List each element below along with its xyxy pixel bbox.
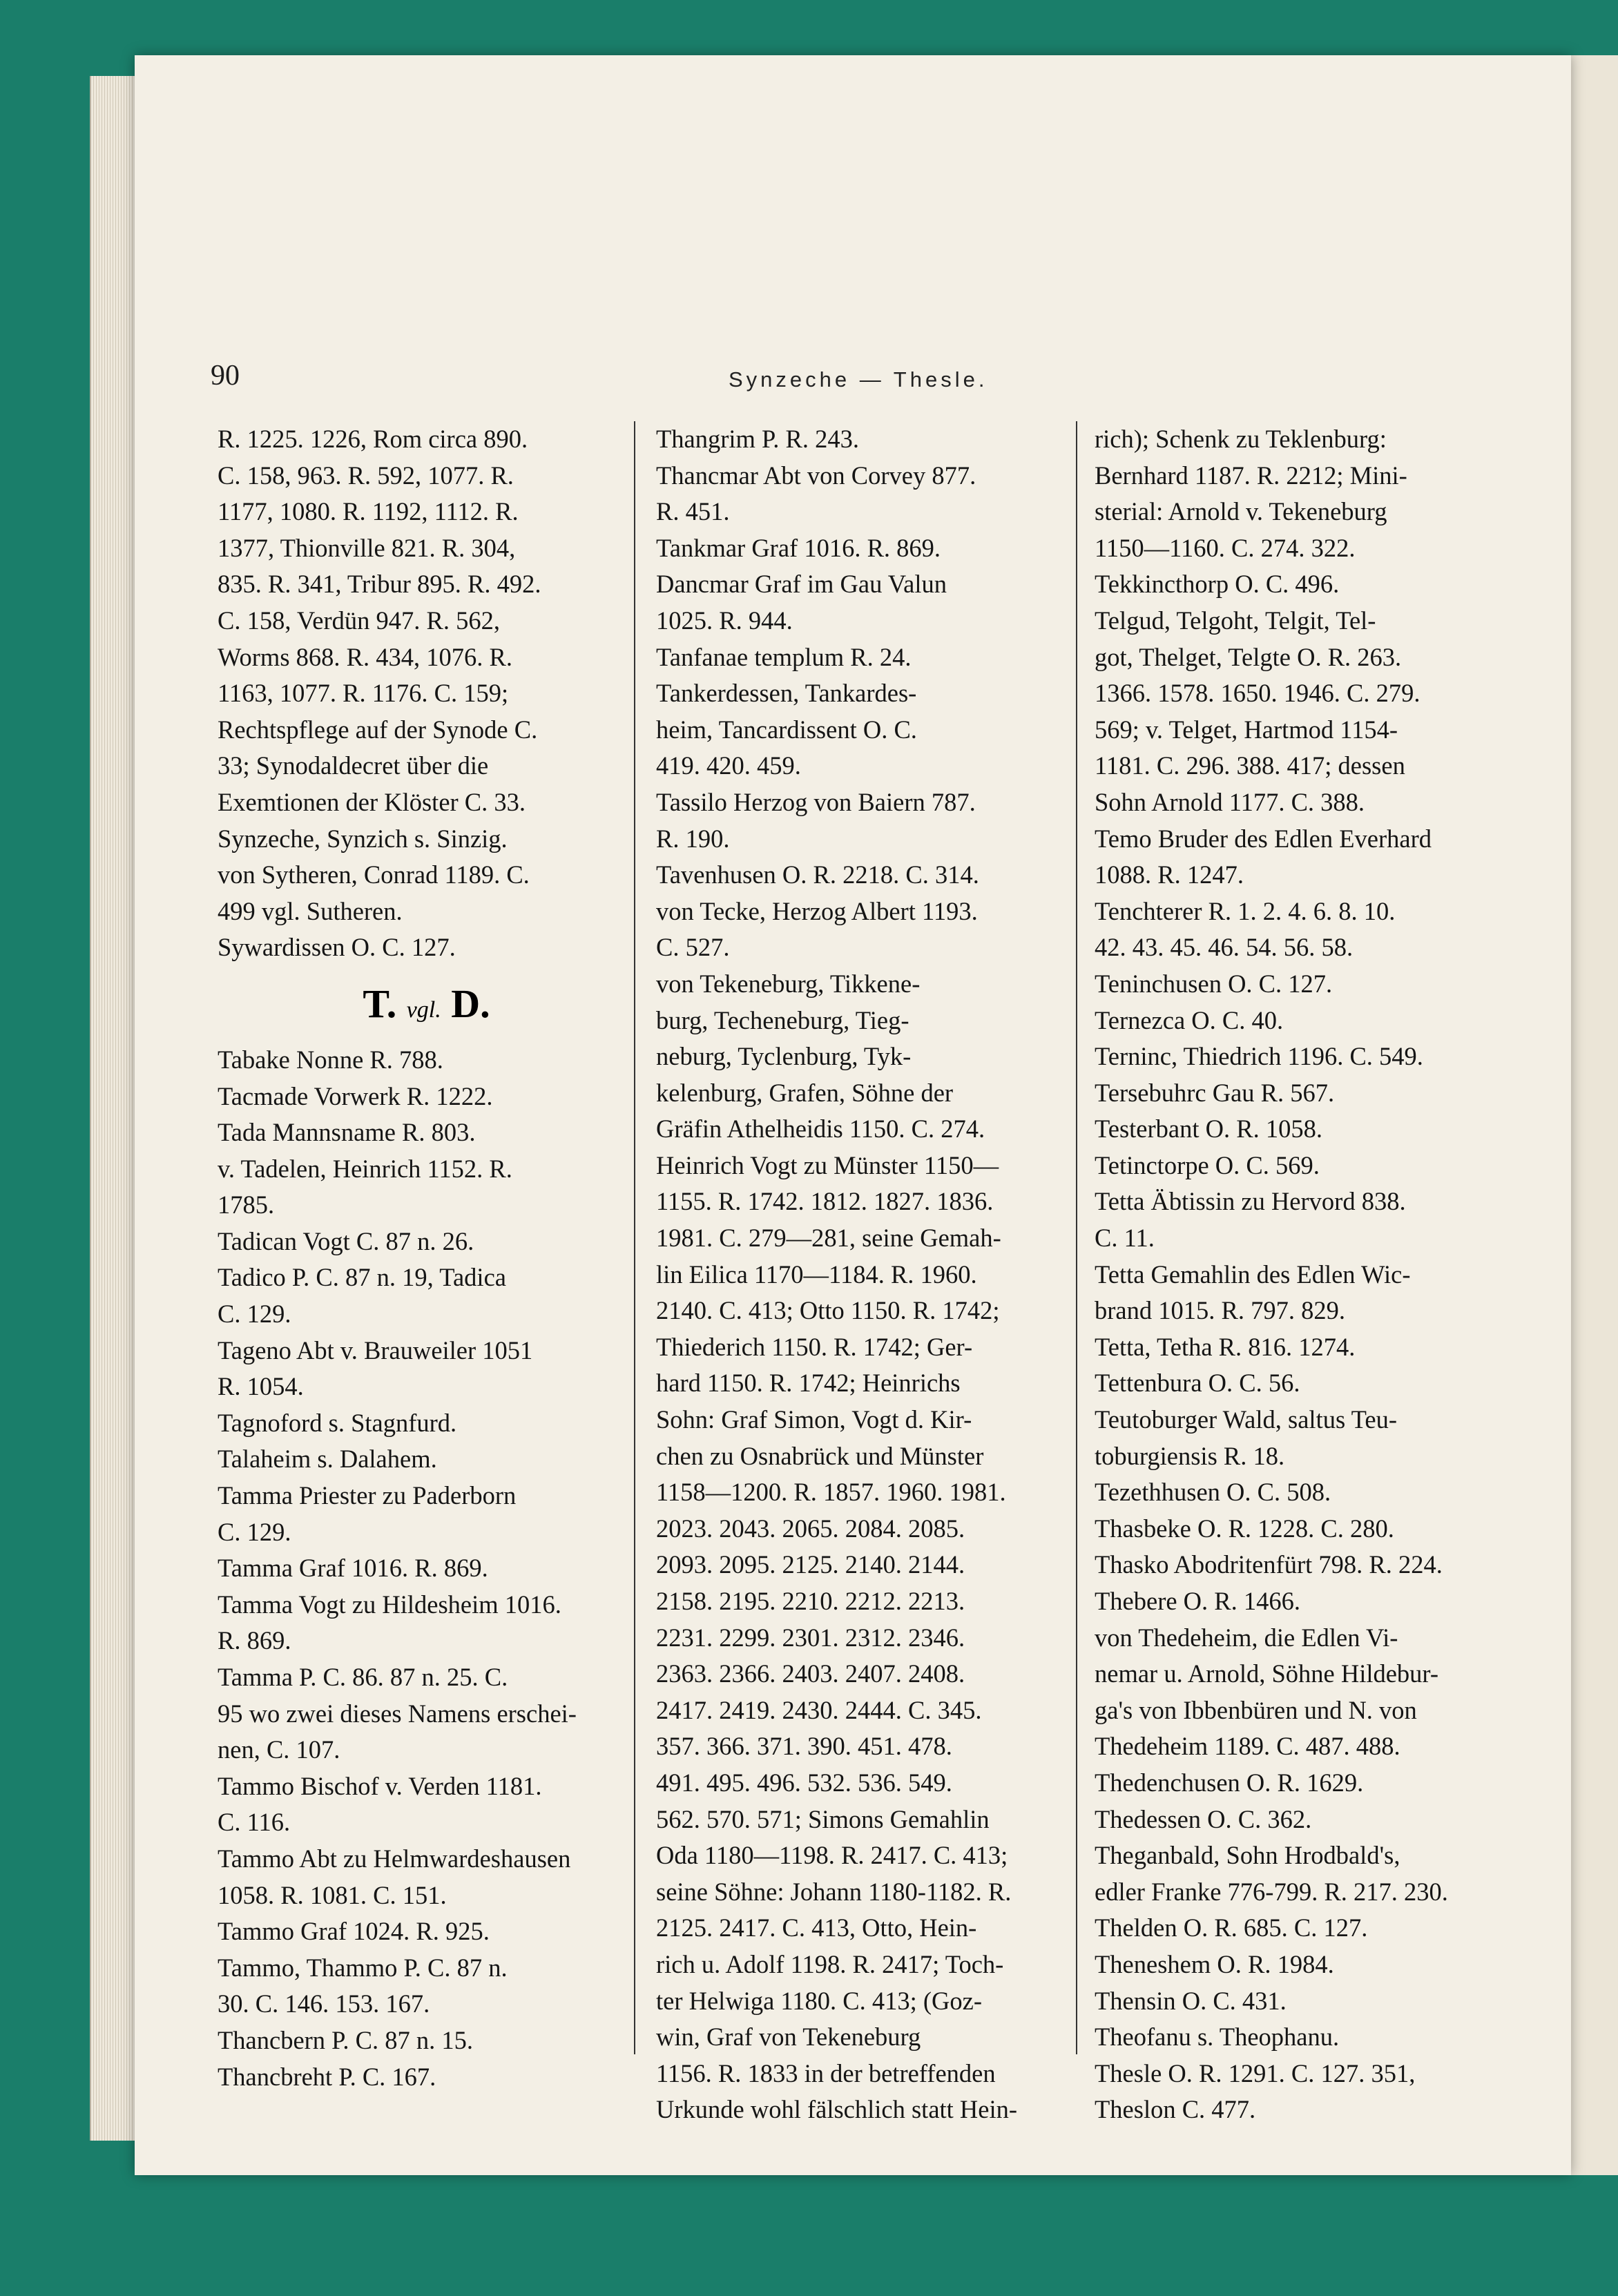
index-line: Dancmar Graf im Gau Valun (656, 570, 947, 599)
index-line: 2363. 2366. 2403. 2407. 2408. (656, 1659, 965, 1688)
index-line: Thedeheim 1189. C. 487. 488. (1095, 1732, 1400, 1761)
index-line: 419. 420. 459. (656, 751, 801, 780)
page-edges (90, 76, 139, 2141)
index-line: 42. 43. 45. 46. 54. 56. 58. (1095, 933, 1354, 962)
page-header (135, 359, 1571, 401)
index-line: neburg, Tyclenburg, Tyk- (656, 1042, 912, 1071)
running-title: Synzeche — Thesle. (729, 367, 988, 392)
index-line: Theofanu s. Theophanu. (1095, 2023, 1340, 2052)
index-line: Worms 868. R. 434, 1076. R. (218, 642, 512, 671)
index-line: 1177, 1080. R. 1192, 1112. R. (218, 497, 519, 526)
index-line: 1785. (218, 1190, 275, 1219)
index-line: 562. 570. 571; Simons Gemahlin (656, 1804, 990, 1833)
index-line: Tacmade Vorwerk R. 1222. (218, 1081, 493, 1110)
index-line: Sywardissen O. C. 127. (218, 933, 456, 962)
index-line: 2231. 2299. 2301. 2312. 2346. (656, 1623, 965, 1652)
index-line: Tammo Graf 1024. R. 925. (218, 1917, 490, 1946)
index-column-3 (1095, 421, 1523, 2128)
index-line: R. 869. (218, 1626, 291, 1655)
heading-letter-t: T. (363, 981, 397, 1026)
column-divider-1 (634, 421, 635, 2054)
index-line: Tammo Abt zu Helmwardeshausen (218, 1844, 571, 1873)
index-line: 2158. 2195. 2210. 2212. 2213. (656, 1587, 965, 1615)
index-line: 95 wo zwei dieses Namens erschei- (218, 1699, 577, 1728)
index-line: 1058. R. 1081. C. 151. (218, 1880, 447, 1909)
index-line: nemar u. Arnold, Söhne Hildebur- (1095, 1659, 1439, 1688)
index-line: C. 158, Verdün 947. R. 562, (218, 606, 500, 635)
index-line: Urkunde wohl fälschlich statt Hein- (656, 2095, 1018, 2124)
index-line: sterial: Arnold v. Tekeneburg (1095, 497, 1387, 526)
index-line: 1377, Thionville 821. R. 304, (218, 533, 516, 562)
index-line: Tagnoford s. Stagnfurd. (218, 1408, 457, 1437)
index-line: rich); Schenk zu Teklenburg: (1095, 425, 1387, 453)
index-line: rich u. Adolf 1198. R. 2417; Toch- (656, 1949, 1004, 1978)
heading-vgl: vgl. (406, 996, 441, 1023)
index-line: 1181. C. 296. 388. 417; dessen (1095, 751, 1405, 780)
index-line: Thasbeke O. R. 1228. C. 280. (1095, 1514, 1394, 1543)
index-line: ter Helwiga 1180. C. 413; (Goz- (656, 1986, 983, 2015)
index-line: heim, Tancardissent O. C. (656, 715, 917, 744)
index-line: Tanfanae templum R. 24. (656, 642, 912, 671)
index-line: Tadican Vogt C. 87 n. 26. (218, 1226, 474, 1255)
index-line: Teninchusen O. C. 127. (1095, 969, 1333, 998)
index-line: Tankerdessen, Tankardes- (656, 679, 917, 708)
index-line: 1150—1160. C. 274. 322. (1095, 533, 1356, 562)
index-line: 499 vgl. Sutheren. (218, 896, 403, 925)
index-line: C. 116. (218, 1808, 291, 1837)
index-line: 2093. 2095. 2125. 2140. 2144. (656, 1550, 965, 1579)
index-line: C. 11. (1095, 1224, 1155, 1253)
index-line: Gräfin Athelheidis 1150. C. 274. (656, 1115, 985, 1144)
index-line: C. 527. (656, 933, 730, 962)
index-line: Thancmar Abt von Corvey 877. (656, 461, 976, 490)
index-line: 2417. 2419. 2430. 2444. C. 345. (656, 1695, 982, 1724)
index-line: R. 190. (656, 824, 730, 853)
index-line: got, Thelget, Telgte O. R. 263. (1095, 642, 1402, 671)
index-line: Synzeche, Synzich s. Sinzig. (218, 824, 508, 853)
index-line: Thiederich 1150. R. 1742; Ger- (656, 1332, 973, 1361)
index-line: Thedenchusen O. R. 1629. (1095, 1768, 1364, 1797)
index-line: von Tekeneburg, Tikkene- (656, 969, 921, 998)
index-line: Tetinctorpe O. C. 569. (1095, 1150, 1320, 1179)
index-line: toburgiensis R. 18. (1095, 1441, 1285, 1470)
index-line: ga's von Ibbenbüren und N. von (1095, 1695, 1417, 1724)
index-line: 569; v. Telget, Hartmod 1154- (1095, 715, 1398, 744)
column-1-entries-after-heading (218, 1042, 635, 2095)
index-line: Tettenbura O. C. 56. (1095, 1369, 1300, 1398)
index-line: Thensin O. C. 431. (1095, 1986, 1287, 2015)
index-line: 30. C. 146. 153. 167. (218, 1989, 430, 2018)
index-line: kelenburg, Grafen, Söhne der (656, 1078, 954, 1107)
index-line: Tenchterer R. 1. 2. 4. 6. 8. 10. (1095, 896, 1396, 925)
index-line: Theganbald, Sohn Hrodbald's, (1095, 1841, 1400, 1870)
index-line: von Thedeheim, die Edlen Vi- (1095, 1623, 1398, 1652)
index-line: 2125. 2417. C. 413, Otto, Hein- (656, 1913, 977, 1942)
column-1-entries-before-heading (218, 421, 635, 966)
index-line: 1981. C. 279—281, seine Gemah- (656, 1224, 1001, 1253)
index-line: Tezethhusen O. C. 508. (1095, 1478, 1331, 1507)
index-line: nen, C. 107. (218, 1735, 340, 1764)
index-column-1 (218, 421, 635, 2095)
index-line: seine Söhne: Johann 1180-1182. R. (656, 1877, 1012, 1906)
index-line: Tammo Bischof v. Verden 1181. (218, 1771, 542, 1800)
index-line: 1088. R. 1247. (1095, 860, 1244, 889)
index-line: 1163, 1077. R. 1176. C. 159; (218, 679, 509, 708)
index-line: Tavenhusen O. R. 2218. C. 314. (656, 860, 979, 889)
index-line: Tamma Priester zu Paderborn (218, 1481, 517, 1510)
index-line: 33; Synodaldecret über die (218, 751, 489, 780)
index-line: 1155. R. 1742. 1812. 1827. 1836. (656, 1187, 994, 1216)
index-line: Theneshem O. R. 1984. (1095, 1949, 1334, 1978)
index-line: Tada Mannsname R. 803. (218, 1118, 476, 1147)
index-line: Heinrich Vogt zu Münster 1150— (656, 1150, 999, 1179)
index-line: C. 129. (218, 1300, 291, 1329)
index-line: Telgud, Telgoht, Telgit, Tel- (1095, 606, 1376, 635)
index-line: Tetta Gemahlin des Edlen Wic- (1095, 1260, 1411, 1289)
index-line: Teutoburger Wald, saltus Teu- (1095, 1405, 1397, 1434)
facing-page-edge (1571, 55, 1618, 2175)
index-line: Thasko Abodritenfürt 798. R. 224. (1095, 1550, 1443, 1579)
index-line: 1156. R. 1833 in der betreffenden (656, 2058, 996, 2087)
index-line: burg, Techeneburg, Tieg- (656, 1005, 909, 1034)
index-line: Thancbern P. C. 87 n. 15. (218, 2025, 474, 2054)
index-line: 357. 366. 371. 390. 451. 478. (656, 1732, 952, 1761)
index-line: von Tecke, Herzog Albert 1193. (656, 896, 978, 925)
index-line: v. Tadelen, Heinrich 1152. R. (218, 1154, 512, 1183)
index-line: Thebere O. R. 1466. (1095, 1587, 1301, 1615)
index-line: Talaheim s. Dalahem. (218, 1445, 437, 1474)
index-line: Theslon C. 477. (1095, 2095, 1256, 2124)
page-number: 90 (211, 360, 240, 392)
index-line: Tamma P. C. 86. 87 n. 25. C. (218, 1663, 508, 1691)
index-column-2 (656, 421, 1074, 2128)
index-line: Testerbant O. R. 1058. (1095, 1115, 1322, 1144)
book-page (135, 55, 1571, 2175)
index-line: 835. R. 341, Tribur 895. R. 492. (218, 570, 541, 599)
section-heading (218, 966, 635, 1042)
index-line: Tekkincthorp O. C. 496. (1095, 570, 1340, 599)
index-line: C. 158, 963. R. 592, 1077. R. (218, 461, 514, 490)
index-line: Tersebuhrc Gau R. 567. (1095, 1078, 1335, 1107)
index-line: Tetta Äbtissin zu Hervord 838. (1095, 1187, 1406, 1216)
index-line: Thesle O. R. 1291. C. 127. 351, (1095, 2058, 1416, 2087)
index-line: Tabake Nonne R. 788. (218, 1045, 443, 1074)
index-line: Ternezca O. C. 40. (1095, 1005, 1284, 1034)
index-line: Sohn Arnold 1177. C. 388. (1095, 787, 1365, 816)
index-line: Terninc, Thiedrich 1196. C. 549. (1095, 1042, 1423, 1071)
index-line: Sohn: Graf Simon, Vogt d. Kir- (656, 1405, 972, 1434)
index-line: 1158—1200. R. 1857. 1960. 1981. (656, 1478, 1006, 1507)
index-line: 2140. C. 413; Otto 1150. R. 1742; (656, 1296, 1000, 1325)
index-line: Exemtionen der Klöster C. 33. (218, 787, 526, 816)
index-line: von Sytheren, Conrad 1189. C. (218, 860, 530, 889)
index-line: 491. 495. 496. 532. 536. 549. (656, 1768, 952, 1797)
column-divider-2 (1076, 421, 1077, 2054)
index-line: 1025. R. 944. (656, 606, 793, 635)
index-line: Tassilo Herzog von Baiern 787. (656, 787, 976, 816)
index-line: hard 1150. R. 1742; Heinrichs (656, 1369, 961, 1398)
index-line: Temo Bruder des Edlen Everhard (1095, 824, 1432, 853)
index-line: edler Franke 776-799. R. 217. 230. (1095, 1877, 1448, 1906)
index-line: 1366. 1578. 1650. 1946. C. 279. (1095, 679, 1420, 708)
index-line: Thancbreht P. C. 167. (218, 2062, 436, 2091)
index-line: R. 1054. (218, 1372, 304, 1401)
index-line: Thelden O. R. 685. C. 127. (1095, 1913, 1368, 1942)
index-line: brand 1015. R. 797. 829. (1095, 1296, 1345, 1325)
index-line: R. 1225. 1226, Rom circa 890. (218, 425, 528, 453)
heading-letter-d: D. (451, 981, 490, 1026)
index-line: Rechtspflege auf der Synode C. (218, 715, 538, 744)
index-line: 2023. 2043. 2065. 2084. 2085. (656, 1514, 965, 1543)
index-line: Tamma Vogt zu Hildesheim 1016. (218, 1590, 561, 1619)
index-line: Bernhard 1187. R. 2212; Mini- (1095, 461, 1407, 490)
index-line: Thangrim P. R. 243. (656, 425, 860, 453)
index-line: Thedessen O. C. 362. (1095, 1804, 1312, 1833)
index-line: Oda 1180—1198. R. 2417. C. 413; (656, 1841, 1008, 1870)
index-line: Tamma Graf 1016. R. 869. (218, 1554, 488, 1583)
index-line: Tammo, Thammo P. C. 87 n. (218, 1953, 508, 1982)
index-line: Tageno Abt v. Brauweiler 1051 (218, 1335, 533, 1364)
index-line: C. 129. (218, 1517, 291, 1546)
index-line: Tadico P. C. 87 n. 19, Tadica (218, 1263, 506, 1292)
index-line: Tankmar Graf 1016. R. 869. (656, 533, 941, 562)
index-line: win, Graf von Tekeneburg (656, 2023, 921, 2052)
index-line: Tetta, Tetha R. 816. 1274. (1095, 1332, 1356, 1361)
index-line: chen zu Osnabrück und Münster (656, 1441, 984, 1470)
index-line: lin Eilica 1170—1184. R. 1960. (656, 1260, 977, 1289)
index-line: R. 451. (656, 497, 730, 526)
